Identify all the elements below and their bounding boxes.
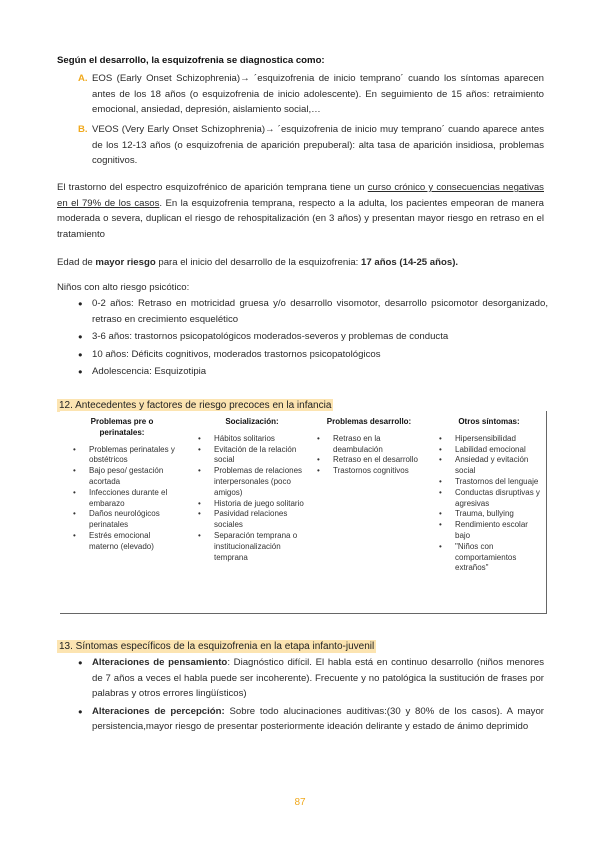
column-header: Otros síntomas: [458, 417, 520, 426]
paragraph-text: . En la esquizofrenia temprana, respecto a la adulta, los pacientes empeoran de manera moderada o severa, duplican el riesgo de rehospitalización (en 3 años) y presentan mayor riesgo en retraso en el tratamiento [57, 197, 544, 240]
list-item: ● Adolescencia: Esquizotipia [78, 364, 548, 380]
list-item [78, 704, 544, 735]
list-item-text: : Diagnóstico difícil. El habla está en continuo desarrollo (niños menores de 7 años a veces el habla puede ser incoherente). Frecuente y no patológica la sustitución de frases por palabras y otros errores lingüísticos) [92, 657, 544, 700]
column-header: Problemas desarrollo: [326, 417, 412, 426]
table-cell: • Conductas disruptivas y agresivas [434, 488, 544, 510]
table-cell: • Pasividad relaciones sociales [193, 509, 311, 531]
bold-text: Alteraciones de pensamiento [92, 657, 228, 668]
table-cell: • Infecciones durante el embarazo [68, 488, 176, 510]
table-cell: • Evitación de la relación social [193, 445, 311, 467]
bold-text: mayor riesgo [95, 257, 156, 268]
table-cell: • Problemas de relaciones interpersonales (poco amigos) [193, 466, 311, 498]
list-marker-b: B. [78, 124, 88, 135]
list-item: ● 0-2 años: Retraso en motricidad gruesa y/o desarrollo visomotor, desarrollo psicomotor desorganizado, retraso en crecimiento esquelético [78, 296, 548, 327]
table-cell: • Retraso en la deambulación [312, 434, 426, 456]
table-cell: • Rendimiento escolar bajo [434, 520, 544, 542]
paragraph-text: Edad de [57, 257, 96, 268]
risk-list [78, 296, 548, 380]
symptoms-list [78, 655, 544, 735]
list-item-text: EOS (Early Onset Schizophrenia)→ ´esquizofrenia de inicio temprano´ cuando los síntomas aparecen antes de los 18 años (o esquizofrenia de inicio adolescente). En seguimiento de 15 años: retraimiento emocional, ansiedad, depresión, aislamiento social,… [92, 73, 544, 116]
column-header: Socialización: [225, 417, 279, 426]
table-cell: • Trastornos cognitivos [312, 466, 426, 477]
section-title: 12. Antecedentes y factores de riesgo precoces en la infancia [59, 400, 332, 411]
section-heading-diagnosis: Según el desarrollo, la esquizofrenia se diagnostica como: [57, 55, 325, 66]
table-cell: • Estrés emocional materno (elevado) [68, 531, 176, 553]
paragraph-text: El trastorno del espectro esquizofrénico de aparición temprana tiene un [57, 182, 368, 193]
table-cell: • Retraso en el desarrollo [312, 455, 426, 466]
table-cell: • Separación temprana o institucionalización temprana [193, 531, 311, 563]
page-number: 87 [294, 797, 306, 808]
table-cell: • "Niños con comportamientos extraños" [434, 542, 544, 574]
table-cell: • Historia de juego solitario [193, 499, 311, 510]
section-title: 13. Síntomas específicos de la esquizofrenia en la etapa infanto-juvenil [59, 641, 375, 652]
paragraph-age-risk [57, 255, 544, 271]
list-item: ● 10 años: Déficits cognitivos, moderados trastornos psicopatológicos [78, 347, 548, 363]
section-13-heading [57, 636, 376, 654]
bold-text: 17 años (14-25 años). [361, 257, 459, 268]
table-cell: • Bajo peso/ gestación acortada [68, 466, 176, 488]
table-column-other-symptoms [434, 417, 544, 574]
list-item [78, 655, 544, 702]
list-item-text: VEOS (Very Early Onset Schizophrenia)→ ´esquizofrenia de inicio muy temprano´ cuando aparece antes de los 12-13 años (o esquizofrenia de aparición prepuberal): alta tasa de aparición insidiosa, problemas cognitivos. [92, 124, 544, 167]
list-item-eos [78, 71, 544, 118]
paragraph-course [57, 180, 544, 242]
table-cell: • Labilidad emocional [434, 445, 544, 456]
table-cell: • Hábitos solitarios [193, 434, 311, 445]
table-cell: • Ansiedad y evitación social [434, 455, 544, 477]
table-column-development [312, 417, 426, 477]
underlined-text: curso crónico y consecuencias negativas en el 79% de los casos [57, 182, 544, 209]
list-marker-a: A. [78, 73, 88, 84]
list-item-text: Sobre todo alucinaciones auditivas:(30 y 80% de los casos). A mayor persistencia,mayor riesgo de presentar posteriormente ideación delirante y estado de ánimo deprimido [92, 705, 544, 733]
list-item-veos [78, 122, 544, 169]
column-header: Problemas pre o perinatales: [90, 417, 154, 437]
table-cell: • Trauma, bullying [434, 509, 544, 520]
bold-text: Alteraciones de percepción: [92, 705, 225, 717]
table-column-perinatal [68, 417, 176, 553]
table-cell: • Daños neurológicos perinatales [68, 509, 176, 531]
table-cell: • Hipersensibilidad [434, 434, 544, 445]
table-cell: • Problemas perinatales y obstétricos [68, 445, 176, 467]
risk-heading: Niños con alto riesgo psicótico: [57, 282, 190, 293]
paragraph-text: para el inicio del desarrollo de la esquizofrenia: [155, 257, 362, 268]
table-column-socialization [193, 417, 311, 563]
table-cell: • Trastornos del lenguaje [434, 477, 544, 488]
list-item: ● 3-6 años: trastornos psicopatológicos moderados-severos y problemas de conducta [78, 329, 548, 345]
risk-factors-table [60, 411, 547, 614]
